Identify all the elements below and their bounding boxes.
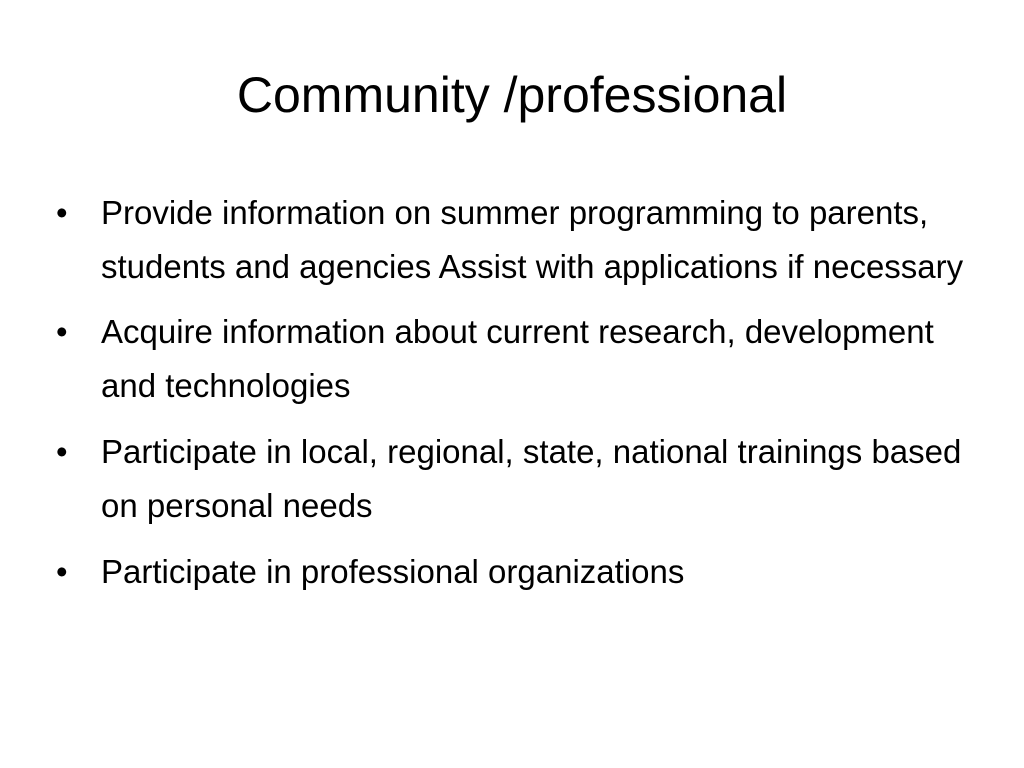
bullet-text: Acquire information about current research, development and technologies [101, 313, 934, 404]
bullet-text: Participate in local, regional, state, national trainings based on personal needs [101, 433, 962, 524]
bullet-marker: • [56, 313, 68, 350]
bullet-marker: • [56, 194, 68, 231]
bullet-item [56, 425, 986, 533]
bullet-item [56, 186, 986, 294]
bullet-text: Participate in professional organizations [101, 553, 685, 590]
bullet-item [56, 305, 986, 413]
slide-title: Community /professional [236, 67, 788, 123]
bullet-marker: • [56, 433, 68, 470]
bullet-text: Provide information on summer programming to parents, students and agencies Assist with applications if necessary [101, 194, 964, 285]
bullet-list [56, 186, 986, 611]
bullet-marker: • [56, 553, 68, 590]
bullet-item [56, 545, 986, 599]
